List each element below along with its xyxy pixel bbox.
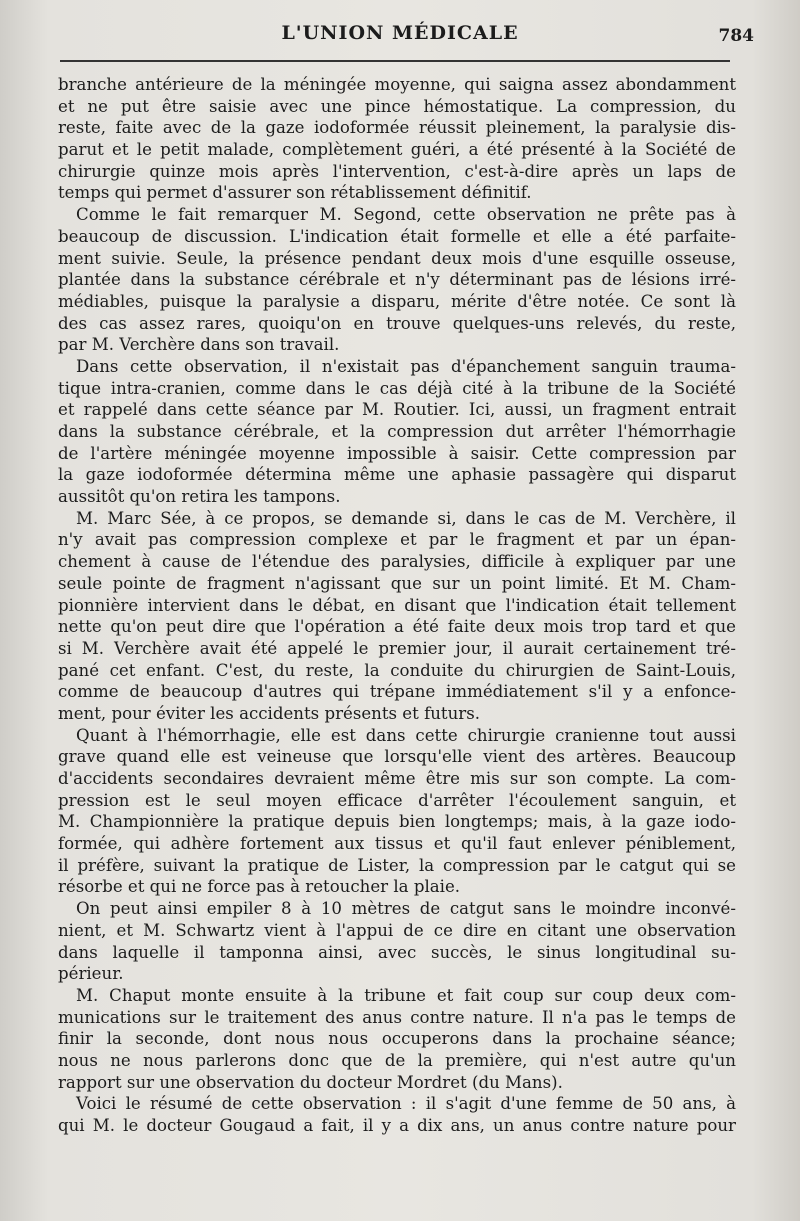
text-line: et rappelé dans cette séance par M. Routier. Ici, aussi, un fragment entrait (58, 400, 736, 420)
text-line: nous ne nous parlerons donc que de la première, qui n'est autre qu'un (58, 1050, 736, 1070)
text-line: résorbe et qui ne force pas à retoucher la plaie. (58, 877, 461, 897)
text-line: médiables, puisque la paralysie a disparu, mérite d'être notée. Ce sont là (58, 291, 736, 311)
text-line: d'accidents secondaires devraient même être mis sur son compte. La com- (58, 769, 736, 788)
running-head (0, 22, 800, 48)
text-line: ment, pour éviter les accidents présents et futurs. (58, 703, 480, 723)
text-line: parut et le petit malade, complètement guéri, a été présenté à la Société de (58, 140, 736, 160)
text-line: chement à cause de l'étendue des paralysies, difficile à expliquer par une (58, 552, 736, 572)
body-text (58, 74, 736, 1137)
text-line: ment suivie. Seule, la présence pendant deux mois d'une esquille osseuse, (58, 248, 736, 268)
text-line: Dans cette observation, il n'existait pas d'épanchement sanguin trauma- (76, 356, 736, 376)
text-line: la gaze iodoformée détermina même une aphasie passagère qui disparut (58, 465, 736, 485)
text-line: des cas assez rares, quoiqu'on en trouve quelques-uns relevés, du reste, (58, 313, 736, 333)
text-line: temps qui permet d'assurer son rétablissement définitif. (58, 183, 532, 203)
text-line: si M. Verchère avait été appelé le premier jour, il aurait certainement tré- (58, 638, 736, 658)
text-line: grave quand elle est veineuse que lorsqu'elle vient des artères. Beaucoup (58, 747, 736, 767)
text-line: nette qu'on peut dire que l'opération a été faite deux mois trop tard et que (58, 617, 736, 637)
text-line: M. Championnière la pratique depuis bien longtemps; mais, à la gaze iodo- (58, 812, 736, 832)
text-line: n'y avait pas compression complexe et par le fragment et par un épan- (58, 530, 736, 550)
journal-title: L'UNION MÉDICALE (281, 22, 519, 44)
text-line: formée, qui adhère fortement aux tissus et qu'il faut enlever péniblement, (58, 834, 736, 854)
text-line: périeur. (58, 964, 124, 984)
text-line: pression est le seul moyen efficace d'arrêter l'écoulement sanguin, et (58, 790, 736, 810)
text-line: comme de beaucoup d'autres qui trépane immédiatement s'il y a enfonce- (58, 682, 736, 702)
text-line: qui M. le docteur Gougaud a fait, il y a dix ans, un anus contre nature pour (58, 1116, 736, 1135)
text-line: M. Marc Sée, à ce propos, se demande si, dans le cas de M. Verchère, il (76, 508, 736, 528)
text-line: Comme le fait remarquer M. Segond, cette observation ne prête pas à (76, 205, 736, 225)
text-line: dans la substance cérébrale, et la compression dut arrêter l'hémorrhagie (58, 422, 736, 441)
text-line: munications sur le traitement des anus contre nature. Il n'a pas le temps de (58, 1007, 736, 1027)
text-line: tique intra-cranien, comme dans le cas déjà cité à la tribune de la Société (58, 378, 736, 398)
text-line: de l'artère méningée moyenne impossible à saisir. Cette compression par (58, 443, 736, 463)
text-line: rapport sur une observation du docteur Mordret (du Mans). (58, 1072, 563, 1092)
text-line: et ne put être saisie avec une pince hémostatique. La compression, du (58, 96, 736, 116)
text-line: dans laquelle il tamponna ainsi, avec succès, le sinus longitudinal su- (58, 942, 736, 962)
text-line: il préfère, suivant la pratique de Lister, la compression par le catgut qui se (58, 855, 736, 875)
text-line: pané cet enfant. C'est, du reste, la conduite du chirurgien de Saint-Louis, (58, 660, 736, 680)
text-line: finir la seconde, dont nous nous occuperons dans la prochaine séance; (58, 1029, 736, 1049)
text-line: On peut ainsi empiler 8 à 10 mètres de catgut sans le moindre inconvé- (76, 899, 736, 919)
text-line: reste, faite avec de la gaze iodoformée réussit pleinement, la paralysie dis- (58, 118, 736, 138)
header-rule (60, 60, 730, 62)
page-number: 784 (718, 26, 754, 46)
text-line: aussitôt qu'on retira les tampons. (58, 487, 341, 507)
text-line: par M. Verchère dans son travail. (58, 335, 340, 355)
text-line: M. Chaput monte ensuite à la tribune et fait coup sur coup deux com- (76, 985, 736, 1005)
text-line: seule pointe de fragment n'agissant que sur un point limité. Et M. Cham- (58, 573, 736, 593)
text-line: chirurgie quinze mois après l'intervention, c'est-à-dire après un laps de (58, 161, 736, 181)
text-line: nient, et M. Schwartz vient à l'appui de ce dire en citant une observation (58, 920, 736, 940)
text-line: Voici le résumé de cette observation : il s'agit d'une femme de 50 ans, à (76, 1094, 736, 1114)
text-line: Quant à l'hémorrhagie, elle est dans cette chirurgie cranienne tout aussi (76, 725, 736, 745)
text-line: branche antérieure de la méningée moyenne, qui saigna assez abondamment (58, 75, 736, 94)
text-line: plantée dans la substance cérébrale et n'y déterminant pas de lésions irré- (58, 270, 736, 290)
text-line: beaucoup de discussion. L'indication était formelle et elle a été parfaite- (58, 226, 736, 246)
text-line: pionnière intervient dans le débat, en disant que l'indication était tellement (58, 595, 736, 615)
